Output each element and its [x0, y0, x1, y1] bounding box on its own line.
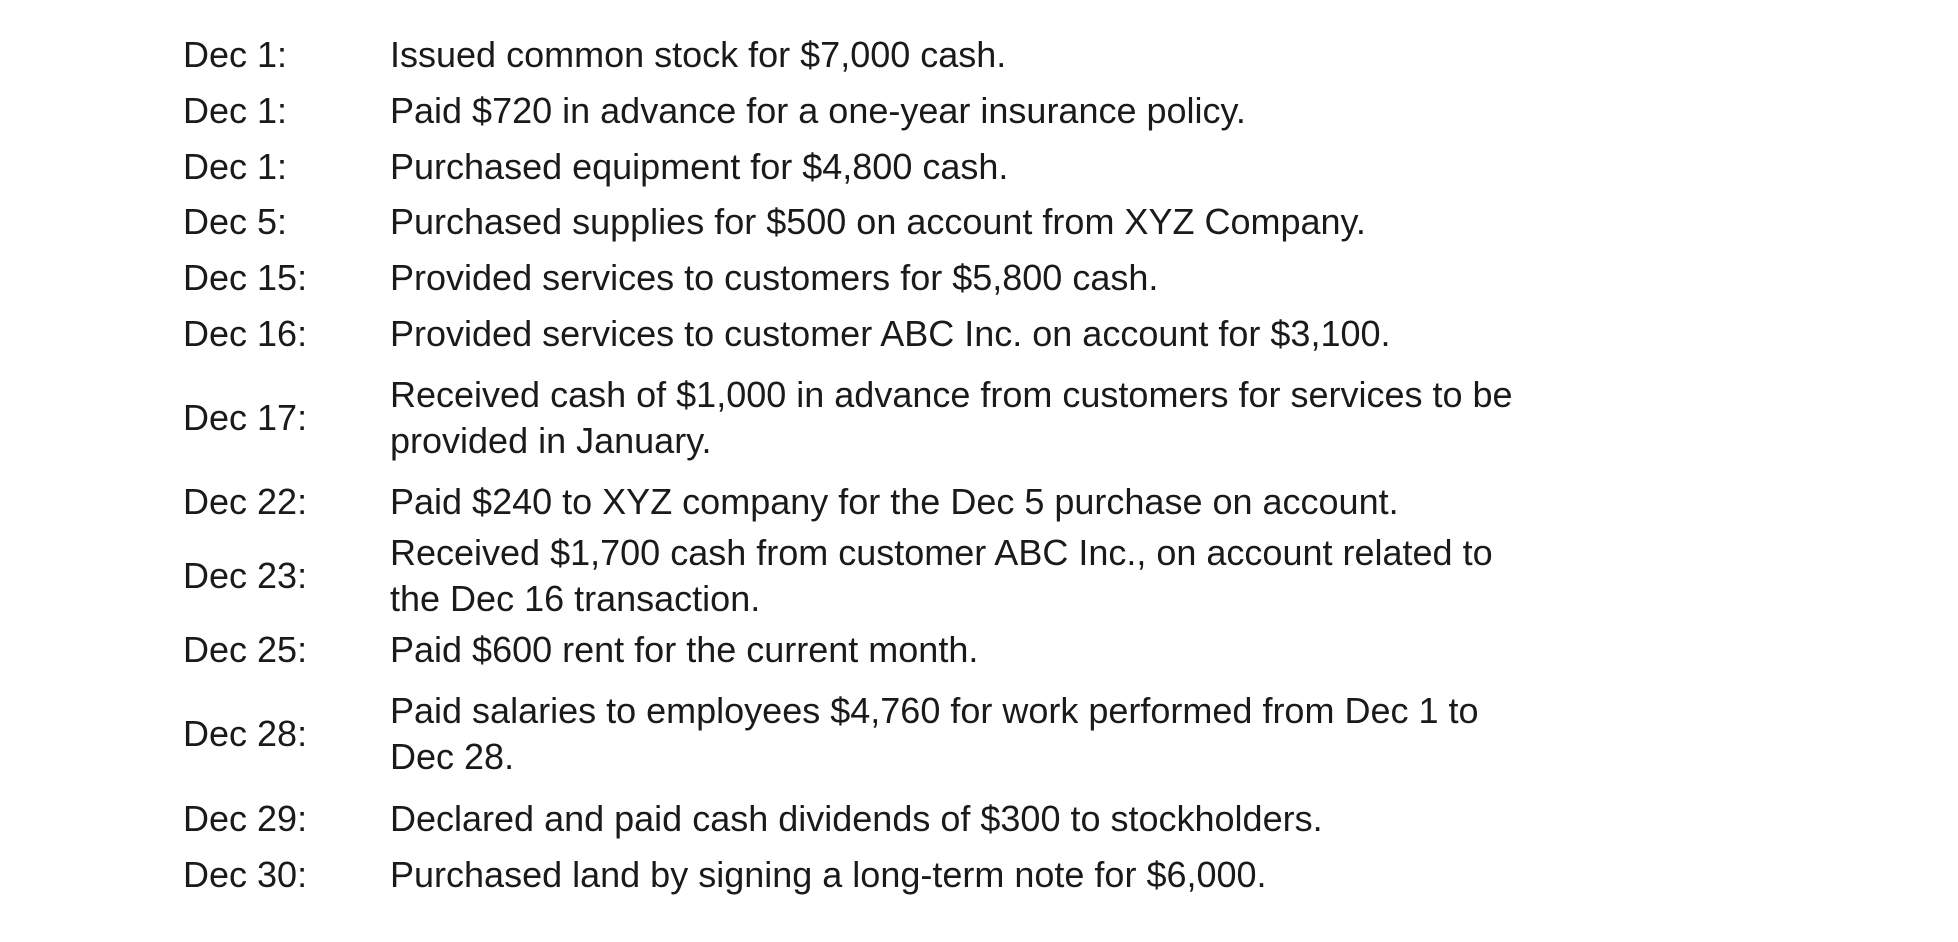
transaction-date: Dec 25:	[183, 629, 308, 670]
transaction-description	[390, 688, 1630, 780]
transaction-date: Dec 16:	[183, 313, 308, 354]
description-line: Paid $720 in advance for a one-year insurance policy.	[390, 90, 1246, 131]
transaction-row	[0, 311, 1958, 357]
description-line: Received cash of $1,000 in advance from customers for services to be	[390, 374, 1513, 415]
transaction-description	[390, 627, 1630, 673]
description-line: Dec 28.	[390, 736, 515, 777]
description-line: Provided services to customers for $5,800 cash.	[390, 257, 1159, 298]
transaction-description	[390, 199, 1630, 245]
description-line: Purchased equipment for $4,800 cash.	[390, 146, 1009, 187]
transaction-description	[390, 372, 1630, 464]
transaction-description	[390, 796, 1630, 842]
transaction-row	[0, 688, 1958, 780]
transaction-row	[0, 199, 1958, 245]
transaction-row	[0, 796, 1958, 842]
transaction-description	[390, 144, 1630, 190]
transaction-description	[390, 88, 1630, 134]
transaction-date: Dec 1:	[183, 34, 288, 75]
transaction-row	[0, 479, 1958, 525]
transaction-description	[390, 255, 1630, 301]
transaction-row	[0, 372, 1958, 464]
transaction-date: Dec 23:	[183, 555, 308, 596]
description-line: provided in January.	[390, 420, 712, 461]
transaction-date: Dec 15:	[183, 257, 308, 298]
transaction-date: Dec 1:	[183, 146, 288, 187]
description-line: Paid $240 to XYZ company for the Dec 5 purchase on account.	[390, 481, 1399, 522]
transaction-date: Dec 30:	[183, 854, 308, 895]
transaction-date: Dec 22:	[183, 481, 308, 522]
transaction-date: Dec 29:	[183, 798, 308, 839]
description-line: Paid $600 rent for the current month.	[390, 629, 979, 670]
description-line: the Dec 16 transaction.	[390, 578, 761, 619]
transaction-row	[0, 32, 1958, 78]
description-line: Declared and paid cash dividends of $300 to stockholders.	[390, 798, 1323, 839]
description-line: Issued common stock for $7,000 cash.	[390, 34, 1007, 75]
transaction-row	[0, 144, 1958, 190]
transaction-description	[390, 479, 1630, 525]
transaction-description	[390, 530, 1630, 622]
description-line: Purchased supplies for $500 on account from XYZ Company.	[390, 201, 1366, 242]
transaction-row	[0, 255, 1958, 301]
transaction-row	[0, 852, 1958, 898]
transaction-row	[0, 627, 1958, 673]
description-line: Received $1,700 cash from customer ABC Inc., on account related to	[390, 532, 1493, 573]
transaction-date: Dec 5:	[183, 201, 288, 242]
description-line: Provided services to customer ABC Inc. on account for $3,100.	[390, 313, 1391, 354]
transaction-date: Dec 1:	[183, 90, 288, 131]
transaction-row	[0, 88, 1958, 134]
transaction-description	[390, 311, 1630, 357]
transaction-date: Dec 17:	[183, 397, 308, 438]
description-line: Purchased land by signing a long-term note for $6,000.	[390, 854, 1267, 895]
transaction-date: Dec 28:	[183, 713, 308, 754]
transaction-row	[0, 530, 1958, 622]
description-line: Paid salaries to employees $4,760 for work performed from Dec 1 to	[390, 690, 1479, 731]
transaction-description	[390, 32, 1630, 78]
transaction-description	[390, 852, 1630, 898]
